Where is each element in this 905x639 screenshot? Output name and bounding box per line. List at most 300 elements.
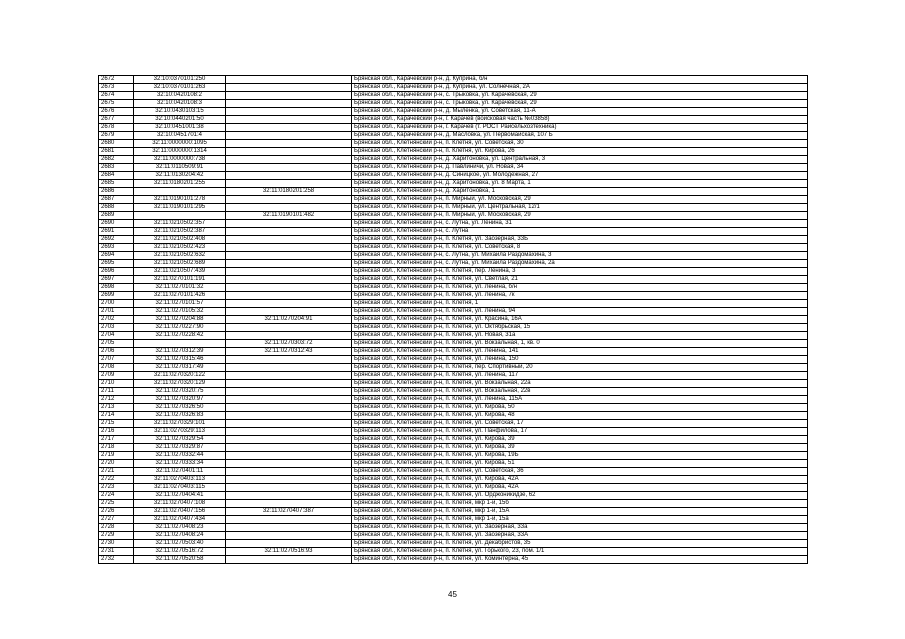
address-cell: Брянская обл., Клетнянский р-н, п. Клетня, мкр 1-й, 15А (352, 508, 808, 516)
address-cell: Брянская обл., Карачевский р-н, г. Карачев (т. РОСТ Райсельхозтехника) (352, 124, 808, 132)
table-row (99, 220, 808, 228)
row-number-cell: 2685 (99, 180, 134, 188)
previous-number-cell: 32:11:0270407:387 (226, 508, 352, 516)
previous-number-cell (226, 476, 352, 484)
address-cell: Брянская обл., Клетнянский р-н, п. Клетня, ул. Ленина, б/н (352, 284, 808, 292)
previous-number-cell (226, 76, 352, 84)
table-row (99, 188, 808, 196)
cadastral-number-cell: 32:11:0270101:32 (134, 284, 226, 292)
table-row (99, 476, 808, 484)
previous-number-cell (226, 500, 352, 508)
address-cell: Брянская обл., Клетнянский р-н, д. Павлиничи, ул. Новая, 34 (352, 164, 808, 172)
address-cell: Брянская обл., Клетнянский р-н, п. Клетня, пер. Спортивный, 20 (352, 364, 808, 372)
table-row (99, 524, 808, 532)
row-number-cell: 2694 (99, 252, 134, 260)
table-row (99, 300, 808, 308)
previous-number-cell (226, 164, 352, 172)
cadastral-number-cell: 32:11:0210502:387 (134, 228, 226, 236)
table-row (99, 316, 808, 324)
cadastral-number-cell: 32:11:0270329:54 (134, 436, 226, 444)
cadastral-number-cell: 32:11:0210507:439 (134, 268, 226, 276)
address-cell: Брянская обл., Клетнянский р-н, п. Клетня, ул. Советская, 17 (352, 420, 808, 428)
row-number-cell: 2726 (99, 508, 134, 516)
cadastral-number-cell: 32:11:0190101:278 (134, 196, 226, 204)
cadastral-number-cell: 32:11:0270403:113 (134, 476, 226, 484)
cadastral-number-cell: 32:11:0270320:97 (134, 396, 226, 404)
address-cell: Брянская обл., Клетнянский р-н, п. Клетня, ул. Декабристов, 35 (352, 540, 808, 548)
previous-number-cell: 32:11:0270303:72 (226, 340, 352, 348)
cadastral-number-cell: 32:11:0270408:24 (134, 532, 226, 540)
address-cell: Брянская обл., Карачевский р-н, д. Куприна, ул. Солнечная, 2А (352, 84, 808, 92)
address-cell: Брянская обл., Клетнянский р-н, п. Клетня, ул. Кирова, 39 (352, 444, 808, 452)
cadastral-number-cell: 32:11:0270326:50 (134, 404, 226, 412)
table-row (99, 460, 808, 468)
cadastral-number-cell: 32:11:0190101:295 (134, 204, 226, 212)
previous-number-cell (226, 460, 352, 468)
address-cell: Брянская обл., Клетнянский р-н, д. Харитоновка, 1 (352, 188, 808, 196)
table-row (99, 516, 808, 524)
table-row (99, 236, 808, 244)
cadastral-number-cell: 32:11:0270105:32 (134, 308, 226, 316)
previous-number-cell (226, 260, 352, 268)
address-cell: Брянская обл., Клетнянский р-н, п. Клетня, ул. Заозерная, 33а (352, 524, 808, 532)
row-number-cell: 2680 (99, 140, 134, 148)
cadastral-number-cell: 32:11:0210502:689 (134, 260, 226, 268)
row-number-cell: 2727 (99, 516, 134, 524)
row-number-cell: 2705 (99, 340, 134, 348)
table-row (99, 244, 808, 252)
cadastral-number-cell: 32:10:0451701:4 (134, 132, 226, 140)
address-cell: Брянская обл., Клетнянский р-н, п. Клетня, 1 (352, 300, 808, 308)
row-number-cell: 2676 (99, 108, 134, 116)
table-row (99, 508, 808, 516)
row-number-cell: 2702 (99, 316, 134, 324)
row-number-cell: 2691 (99, 228, 134, 236)
table-row (99, 540, 808, 548)
row-number-cell: 2684 (99, 172, 134, 180)
row-number-cell: 2725 (99, 500, 134, 508)
row-number-cell: 2713 (99, 404, 134, 412)
row-number-cell: 2720 (99, 460, 134, 468)
table-row (99, 204, 808, 212)
table-row (99, 396, 808, 404)
row-number-cell: 2674 (99, 92, 134, 100)
table-row (99, 156, 808, 164)
cadastral-number-cell: 32:11:0270403:115 (134, 484, 226, 492)
table-row (99, 412, 808, 420)
table-row (99, 292, 808, 300)
table-row (99, 100, 808, 108)
row-number-cell: 2701 (99, 308, 134, 316)
address-cell: Брянская обл., Клетнянский р-н, п. Клетня, ул. Кирова, 26 (352, 148, 808, 156)
cadastral-number-cell: 32:11:0270329:87 (134, 444, 226, 452)
row-number-cell: 2714 (99, 412, 134, 420)
previous-number-cell: 32:11:0270312:43 (226, 348, 352, 356)
address-cell: Брянская обл., Клетнянский р-н, д. Синицкое, ул. Молодежная, 27 (352, 172, 808, 180)
cadastral-number-cell: 32:11:0270320:122 (134, 372, 226, 380)
cadastral-number-cell: 32:11:0270227:90 (134, 324, 226, 332)
cadastral-number-cell: 32:11:0130204:42 (134, 172, 226, 180)
address-cell: Брянская обл., Клетнянский р-н, п. Клетня, ул. Ленина, 94 (352, 308, 808, 316)
address-cell: Брянская обл., Клетнянский р-н, с. Лутна, ул. Михаила Раздомахина, 2а (352, 260, 808, 268)
address-cell: Брянская обл., Клетнянский р-н, п. Клетня, ул. Вокзальная, 1, кв. 0 (352, 340, 808, 348)
row-number-cell: 2675 (99, 100, 134, 108)
address-cell: Брянская обл., Клетнянский р-н, п. Клетня, ул. Красина, 16А (352, 316, 808, 324)
address-cell: Брянская обл., Карачевский р-н, с. Трыковка, ул. Карачевская, 29 (352, 100, 808, 108)
previous-number-cell: 32:11:0270516:93 (226, 548, 352, 556)
address-cell: Брянская обл., Клетнянский р-н, п. Клетня, ул. Октябрьская, 15 (352, 324, 808, 332)
table-row (99, 556, 808, 564)
previous-number-cell (226, 140, 352, 148)
row-number-cell: 2678 (99, 124, 134, 132)
previous-number-cell: 32:11:0190101:482 (226, 212, 352, 220)
address-cell: Брянская обл., Клетнянский р-н, п. Клетня, ул. Ленина, 141 (352, 348, 808, 356)
previous-number-cell (226, 252, 352, 260)
previous-number-cell (226, 268, 352, 276)
cadastral-number-cell: 32:10:0420108:2 (134, 92, 226, 100)
cadastral-number-cell: 32:11:0270407:156 (134, 508, 226, 516)
cadastral-number-cell: 32:11:0270503:40 (134, 540, 226, 548)
table-row (99, 420, 808, 428)
table-row (99, 276, 808, 284)
row-number-cell: 2721 (99, 468, 134, 476)
address-cell: Брянская обл., Клетнянский р-н, п. Клетня, ул. Ленина, 117 (352, 372, 808, 380)
registry-table (98, 75, 808, 564)
cadastral-number-cell: 32:11:0000000:738 (134, 156, 226, 164)
table-row (99, 284, 808, 292)
row-number-cell: 2699 (99, 292, 134, 300)
table-row (99, 308, 808, 316)
previous-number-cell (226, 132, 352, 140)
previous-number-cell (226, 220, 352, 228)
cadastral-number-cell: 32:11:0270101:426 (134, 292, 226, 300)
address-cell: Брянская обл., Клетнянский р-н, п. Клетня, ул. Советская, 8 (352, 244, 808, 252)
address-cell: Брянская обл., Клетнянский р-н, п. Клетня, ул. Кирова, 50 (352, 404, 808, 412)
address-cell: Брянская обл., Клетнянский р-н, п. Клетня, ул. Орджоникидзе, 62 (352, 492, 808, 500)
table-row (99, 116, 808, 124)
previous-number-cell (226, 148, 352, 156)
table-row (99, 532, 808, 540)
cadastral-number-cell (134, 212, 226, 220)
address-cell: Брянская обл., Клетнянский р-н, п. Клетня, мкр 1-й, 15а (352, 516, 808, 524)
row-number-cell: 2700 (99, 300, 134, 308)
previous-number-cell (226, 308, 352, 316)
previous-number-cell (226, 92, 352, 100)
row-number-cell: 2719 (99, 452, 134, 460)
cadastral-number-cell: 32:11:0270408:23 (134, 524, 226, 532)
table-row (99, 180, 808, 188)
cadastral-number-cell: 32:10:0430103:15 (134, 108, 226, 116)
previous-number-cell (226, 292, 352, 300)
table-row (99, 172, 808, 180)
previous-number-cell (226, 236, 352, 244)
row-number-cell: 2679 (99, 132, 134, 140)
address-cell: Брянская обл., Клетнянский р-н, п. Клетня, ул. Светлая, 21 (352, 276, 808, 284)
row-number-cell: 2718 (99, 444, 134, 452)
row-number-cell: 2693 (99, 244, 134, 252)
previous-number-cell (226, 332, 352, 340)
address-cell: Брянская обл., Клетнянский р-н, п. Клетня, ул. Ленина, 7к (352, 292, 808, 300)
table-row (99, 212, 808, 220)
cadastral-number-cell: 32:11:0270520:58 (134, 556, 226, 564)
row-number-cell: 2716 (99, 428, 134, 436)
cadastral-number-cell: 32:10:0370101:263 (134, 84, 226, 92)
table-row (99, 148, 808, 156)
table-row (99, 340, 808, 348)
table-row (99, 364, 808, 372)
cadastral-number-cell: 32:11:0270407:434 (134, 516, 226, 524)
cadastral-number-cell: 32:11:0270101:191 (134, 276, 226, 284)
address-cell: Брянская обл., Клетнянский р-н, п. Мирный, ул. Московская, 29 (352, 212, 808, 220)
address-cell: Брянская обл., Карачевский р-н, д. Куприна, б/н (352, 76, 808, 84)
cadastral-number-cell: 32:10:0451001:38 (134, 124, 226, 132)
address-cell: Брянская обл., Клетнянский р-н, п. Клетня, ул. Кирова, 42А (352, 484, 808, 492)
cadastral-number-cell: 32:10:0440201:50 (134, 116, 226, 124)
address-cell: Брянская обл., Клетнянский р-н, п. Клетня, ул. Вокзальная, 22а (352, 380, 808, 388)
address-cell: Брянская обл., Клетнянский р-н, д. Харитоновка, ул. 8 Марта, 1 (352, 180, 808, 188)
registry-table-sheet (98, 75, 808, 564)
previous-number-cell (226, 196, 352, 204)
row-number-cell: 2692 (99, 236, 134, 244)
previous-number-cell (226, 372, 352, 380)
previous-number-cell (226, 204, 352, 212)
row-number-cell: 2677 (99, 116, 134, 124)
previous-number-cell (226, 84, 352, 92)
address-cell: Брянская обл., Карачевский р-н, с. Трыковка, ул. Карачевская, 29 (352, 92, 808, 100)
table-row (99, 84, 808, 92)
row-number-cell: 2686 (99, 188, 134, 196)
address-cell: Брянская обл., Клетнянский р-н, п. Клетня, ул. Советская, 36 (352, 468, 808, 476)
table-row (99, 452, 808, 460)
row-number-cell: 2708 (99, 364, 134, 372)
address-cell: Брянская обл., Клетнянский р-н, с. Лутна, ул. Ленина, 31 (352, 220, 808, 228)
table-row (99, 548, 808, 556)
previous-number-cell (226, 380, 352, 388)
row-number-cell: 2696 (99, 268, 134, 276)
cadastral-number-cell: 32:11:0270228:42 (134, 332, 226, 340)
address-cell: Брянская обл., Клетнянский р-н, п. Клетня, ул. Кирова, 42А (352, 476, 808, 484)
table-row (99, 388, 808, 396)
address-cell: Брянская обл., Клетнянский р-н, п. Клетня, ул. Новая, 31а (352, 332, 808, 340)
row-number-cell: 2729 (99, 532, 134, 540)
cadastral-number-cell: 32:10:0370101:250 (134, 76, 226, 84)
cadastral-number-cell: 32:11:0270312:39 (134, 348, 226, 356)
previous-number-cell (226, 492, 352, 500)
previous-number-cell (226, 420, 352, 428)
previous-number-cell (226, 300, 352, 308)
table-row (99, 436, 808, 444)
row-number-cell: 2709 (99, 372, 134, 380)
address-cell: Брянская обл., Клетнянский р-н, п. Клетня, ул. Кирова, 19Б (352, 452, 808, 460)
address-cell: Брянская обл., Клетнянский р-н, п. Клетня, ул. Заозерная, 33Б (352, 236, 808, 244)
cadastral-number-cell: 32:11:0210502:632 (134, 252, 226, 260)
previous-number-cell: 32:11:0180201:258 (226, 188, 352, 196)
cadastral-number-cell: 32:11:0270101:57 (134, 300, 226, 308)
previous-number-cell (226, 468, 352, 476)
previous-number-cell (226, 228, 352, 236)
cadastral-number-cell: 32:11:0210502:357 (134, 220, 226, 228)
table-row (99, 492, 808, 500)
row-number-cell: 2673 (99, 84, 134, 92)
previous-number-cell (226, 364, 352, 372)
previous-number-cell (226, 180, 352, 188)
previous-number-cell (226, 436, 352, 444)
address-cell: Брянская обл., Клетнянский р-н, д. Харитоновка, ул. Центральная, 3 (352, 156, 808, 164)
page-number: 45 (448, 590, 457, 599)
table-row (99, 140, 808, 148)
table-row (99, 380, 808, 388)
cadastral-number-cell: 32:11:0270407:108 (134, 500, 226, 508)
address-cell: Брянская обл., Клетнянский р-н, п. Клетня, ул. Советская, 30 (352, 140, 808, 148)
row-number-cell: 2706 (99, 348, 134, 356)
row-number-cell: 2697 (99, 276, 134, 284)
previous-number-cell (226, 100, 352, 108)
address-cell: Брянская обл., Клетнянский р-н, п. Клетня, ул. Ленина, 150 (352, 356, 808, 364)
row-number-cell: 2689 (99, 212, 134, 220)
address-cell: Брянская обл., Клетнянский р-н, п. Клетня, ул. Панфилова, 17 (352, 428, 808, 436)
table-row (99, 484, 808, 492)
address-cell: Брянская обл., Клетнянский р-н, п. Мирный, ул. Центральная, 12/1 (352, 204, 808, 212)
cadastral-number-cell: 32:11:0270332:44 (134, 452, 226, 460)
cadastral-number-cell: 32:11:0110509:91 (134, 164, 226, 172)
previous-number-cell (226, 356, 352, 364)
address-cell: Брянская обл., Клетнянский р-н, п. Клетня, ул. Коминтерна, 45 (352, 556, 808, 564)
row-number-cell: 2688 (99, 204, 134, 212)
previous-number-cell (226, 172, 352, 180)
row-number-cell: 2722 (99, 476, 134, 484)
row-number-cell: 2724 (99, 492, 134, 500)
table-row (99, 132, 808, 140)
address-cell: Брянская обл., Клетнянский р-н, с. Лутна (352, 228, 808, 236)
previous-number-cell (226, 116, 352, 124)
previous-number-cell (226, 484, 352, 492)
table-row (99, 324, 808, 332)
cadastral-number-cell: 32:11:0270315:46 (134, 356, 226, 364)
address-cell: Брянская обл., Карачевский р-н, д. Масловка, ул. Первомайская, 107 Б (352, 132, 808, 140)
previous-number-cell (226, 276, 352, 284)
table-row (99, 268, 808, 276)
table-row (99, 228, 808, 236)
row-number-cell: 2717 (99, 436, 134, 444)
previous-number-cell (226, 412, 352, 420)
cadastral-number-cell: 32:10:0420108:3 (134, 100, 226, 108)
registry-table-body (99, 76, 808, 564)
row-number-cell: 2732 (99, 556, 134, 564)
row-number-cell: 2731 (99, 548, 134, 556)
previous-number-cell (226, 540, 352, 548)
previous-number-cell (226, 524, 352, 532)
cadastral-number-cell (134, 188, 226, 196)
table-row (99, 348, 808, 356)
cadastral-number-cell: 32:11:0270401:11 (134, 468, 226, 476)
row-number-cell: 2687 (99, 196, 134, 204)
previous-number-cell (226, 452, 352, 460)
table-row (99, 444, 808, 452)
previous-number-cell (226, 532, 352, 540)
table-row (99, 124, 808, 132)
previous-number-cell (226, 396, 352, 404)
address-cell: Брянская обл., Клетнянский р-н, п. Клетня, ул. Горького, 23, пом. 1/1 (352, 548, 808, 556)
cadastral-number-cell: 32:11:0270329:101 (134, 420, 226, 428)
address-cell: Брянская обл., Карачевский р-н, г. Карачев (войсковая часть №03858) (352, 116, 808, 124)
cadastral-number-cell: 32:11:0270204:88 (134, 316, 226, 324)
row-number-cell: 2704 (99, 332, 134, 340)
row-number-cell: 2672 (99, 76, 134, 84)
cadastral-number-cell: 32:11:0000000:1095 (134, 140, 226, 148)
previous-number-cell: 32:11:0270204:91 (226, 316, 352, 324)
table-row (99, 468, 808, 476)
previous-number-cell (226, 324, 352, 332)
previous-number-cell (226, 388, 352, 396)
row-number-cell: 2728 (99, 524, 134, 532)
row-number-cell: 2698 (99, 284, 134, 292)
previous-number-cell (226, 444, 352, 452)
address-cell: Брянская обл., Клетнянский р-н, п. Клетня, пер. Ленина, 3 (352, 268, 808, 276)
table-row (99, 164, 808, 172)
cadastral-number-cell: 32:11:0270326:83 (134, 412, 226, 420)
address-cell: Брянская обл., Карачевский р-н, д. Мыленка, ул. Советская, 11-А (352, 108, 808, 116)
table-row (99, 108, 808, 116)
previous-number-cell (226, 284, 352, 292)
cadastral-number-cell: 32:11:0270404:41 (134, 492, 226, 500)
row-number-cell: 2681 (99, 148, 134, 156)
cadastral-number-cell: 32:11:0180201:255 (134, 180, 226, 188)
address-cell: Брянская обл., Клетнянский р-н, с. Лутна, ул. Михаила Раздомахина, 3 (352, 252, 808, 260)
previous-number-cell (226, 156, 352, 164)
row-number-cell: 2730 (99, 540, 134, 548)
table-row (99, 372, 808, 380)
cadastral-number-cell: 32:11:0270320:75 (134, 388, 226, 396)
cadastral-number-cell: 32:11:0210502:408 (134, 236, 226, 244)
previous-number-cell (226, 404, 352, 412)
previous-number-cell (226, 244, 352, 252)
table-row (99, 428, 808, 436)
cadastral-number-cell: 32:11:0210502:423 (134, 244, 226, 252)
previous-number-cell (226, 428, 352, 436)
previous-number-cell (226, 108, 352, 116)
cadastral-number-cell: 32:11:0270333:34 (134, 460, 226, 468)
row-number-cell: 2723 (99, 484, 134, 492)
row-number-cell: 2715 (99, 420, 134, 428)
table-row (99, 260, 808, 268)
table-row (99, 252, 808, 260)
table-row (99, 500, 808, 508)
table-row (99, 356, 808, 364)
address-cell: Брянская обл., Клетнянский р-н, п. Клетня, ул. Ленина, 115А (352, 396, 808, 404)
address-cell: Брянская обл., Клетнянский р-н, п. Мирный, ул. Московская, 29 (352, 196, 808, 204)
cadastral-number-cell: 32:11:0270329:113 (134, 428, 226, 436)
address-cell: Брянская обл., Клетнянский р-н, п. Клетня, ул. Кирова, 51 (352, 460, 808, 468)
row-number-cell: 2703 (99, 324, 134, 332)
row-number-cell: 2711 (99, 388, 134, 396)
previous-number-cell (226, 516, 352, 524)
table-row (99, 404, 808, 412)
table-row (99, 76, 808, 84)
table-row (99, 196, 808, 204)
row-number-cell: 2690 (99, 220, 134, 228)
row-number-cell: 2707 (99, 356, 134, 364)
table-row (99, 332, 808, 340)
cadastral-number-cell: 32:11:0270317:49 (134, 364, 226, 372)
cadastral-number-cell (134, 340, 226, 348)
row-number-cell: 2710 (99, 380, 134, 388)
address-cell: Брянская обл., Клетнянский р-н, п. Клетня, ул. Кирова, 39 (352, 436, 808, 444)
table-row (99, 92, 808, 100)
address-cell: Брянская обл., Клетнянский р-н, п. Клетня, ул. Кирова, 48 (352, 412, 808, 420)
cadastral-number-cell: 32:11:0270516:72 (134, 548, 226, 556)
row-number-cell: 2682 (99, 156, 134, 164)
cadastral-number-cell: 32:11:0270320:129 (134, 380, 226, 388)
